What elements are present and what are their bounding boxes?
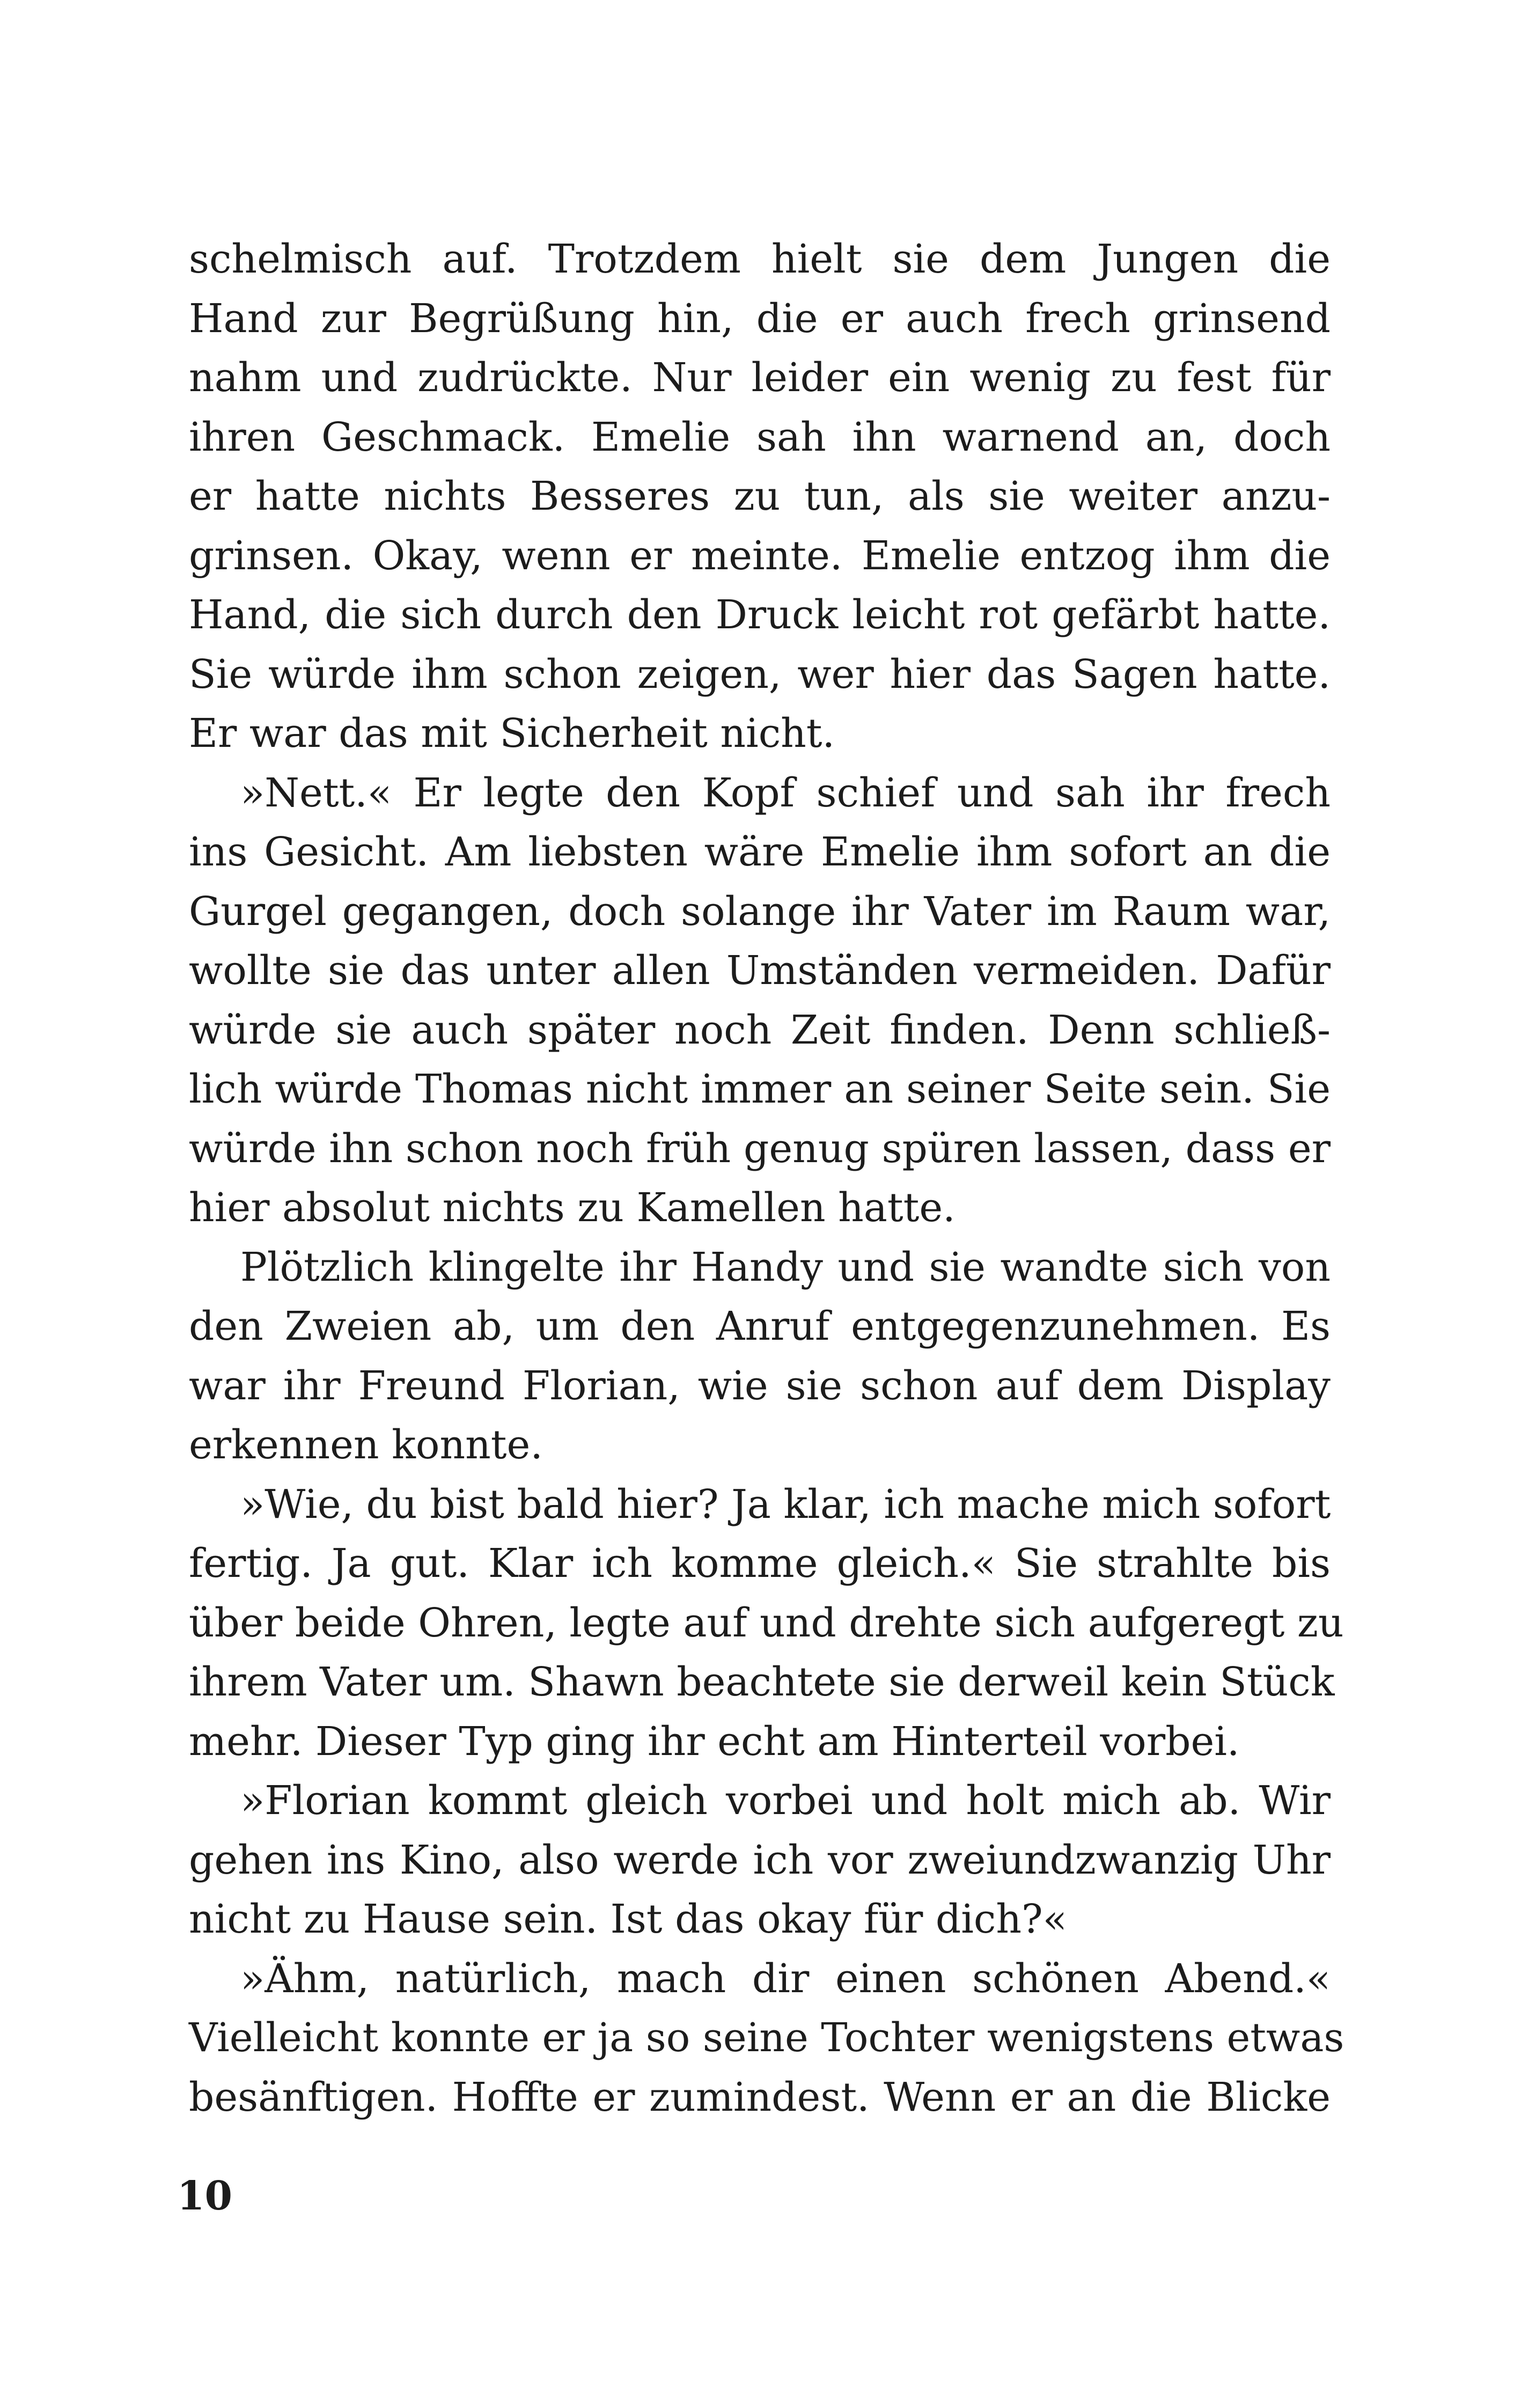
text-line: lich würde Thomas nicht immer an seiner Seite sein. Sie — [189, 1066, 1331, 1112]
text-line: Sie würde ihm schon zeigen, wer hier das Sagen hatte. — [189, 651, 1331, 698]
text-line: Plötzlich klingelte ihr Handy und sie wandte sich von — [240, 1244, 1331, 1290]
text-line: schelmisch auf. Trotzdem hielt sie dem Jungen die — [189, 236, 1331, 282]
text-line: ihrem Vater um. Shawn beachtete sie derweil kein Stück — [189, 1659, 1335, 1705]
text-line: nicht zu Hause sein. Ist das okay für dich?« — [189, 1896, 1067, 1942]
text-line: »Ähm, natürlich, mach dir einen schönen Abend.« — [240, 1955, 1331, 2002]
text-line: »Nett.« Er legte den Kopf schief und sah ihr frech — [240, 769, 1331, 816]
text-line: war ihr Freund Florian, wie sie schon auf dem Display — [189, 1362, 1331, 1409]
text-line: wollte sie das unter allen Umständen vermeiden. Dafür — [189, 948, 1331, 994]
text-line: ihren Geschmack. Emelie sah ihn warnend an, doch — [189, 414, 1331, 460]
page-number: 10 — [177, 2173, 232, 2219]
text-line: den Zweien ab, um den Anruf entgegenzunehmen. Es — [189, 1303, 1331, 1349]
body-text — [189, 230, 1344, 2127]
text-line: »Wie, du bist bald hier? Ja klar, ich mache mich sofort — [240, 1481, 1331, 1528]
text-line: würde sie auch später noch Zeit finden. Denn schließ- — [189, 1007, 1331, 1053]
text-line: gehen ins Kino, also werde ich vor zweiundzwanzig Uhr — [189, 1837, 1331, 1883]
text-line: nahm und zudrückte. Nur leider ein wenig zu fest für — [189, 355, 1331, 401]
text-line: ins Gesicht. Am liebsten wäre Emelie ihm sofort an die — [189, 829, 1331, 875]
text-line: fertig. Ja gut. Klar ich komme gleich.« Sie strahlte bis — [189, 1540, 1331, 1587]
text-line: hier absolut nichts zu Kamellen hatte. — [189, 1185, 956, 1231]
text-line: mehr. Dieser Typ ging ihr echt am Hinterteil vorbei. — [189, 1718, 1240, 1765]
text-line: Vielleicht konnte er ja so seine Tochter wenigstens etwas — [189, 2015, 1344, 2061]
text-line: über beide Ohren, legte auf und drehte sich aufgeregt zu — [189, 1599, 1344, 1646]
text-line: würde ihn schon noch früh genug spüren lassen, dass er — [189, 1125, 1331, 1172]
text-line: erkennen konnte. — [189, 1422, 543, 1468]
text-line: Gurgel gegangen, doch solange ihr Vater im Raum war, — [189, 888, 1331, 935]
text-line: Hand, die sich durch den Druck leicht rot gefärbt hatte. — [189, 592, 1331, 638]
text-line: besänftigen. Hoffte er zumindest. Wenn er an die Blicke — [189, 2074, 1331, 2120]
text-line: grinsen. Okay, wenn er meinte. Emelie entzog ihm die — [189, 532, 1331, 579]
text-line: er hatte nichts Besseres zu tun, als sie weiter anzu- — [189, 473, 1331, 519]
text-line: Er war das mit Sicherheit nicht. — [189, 710, 835, 757]
text-line: Hand zur Begrüßung hin, die er auch frech grinsend — [189, 295, 1331, 342]
text-line: »Florian kommt gleich vorbei und holt mich ab. Wir — [240, 1778, 1331, 1824]
